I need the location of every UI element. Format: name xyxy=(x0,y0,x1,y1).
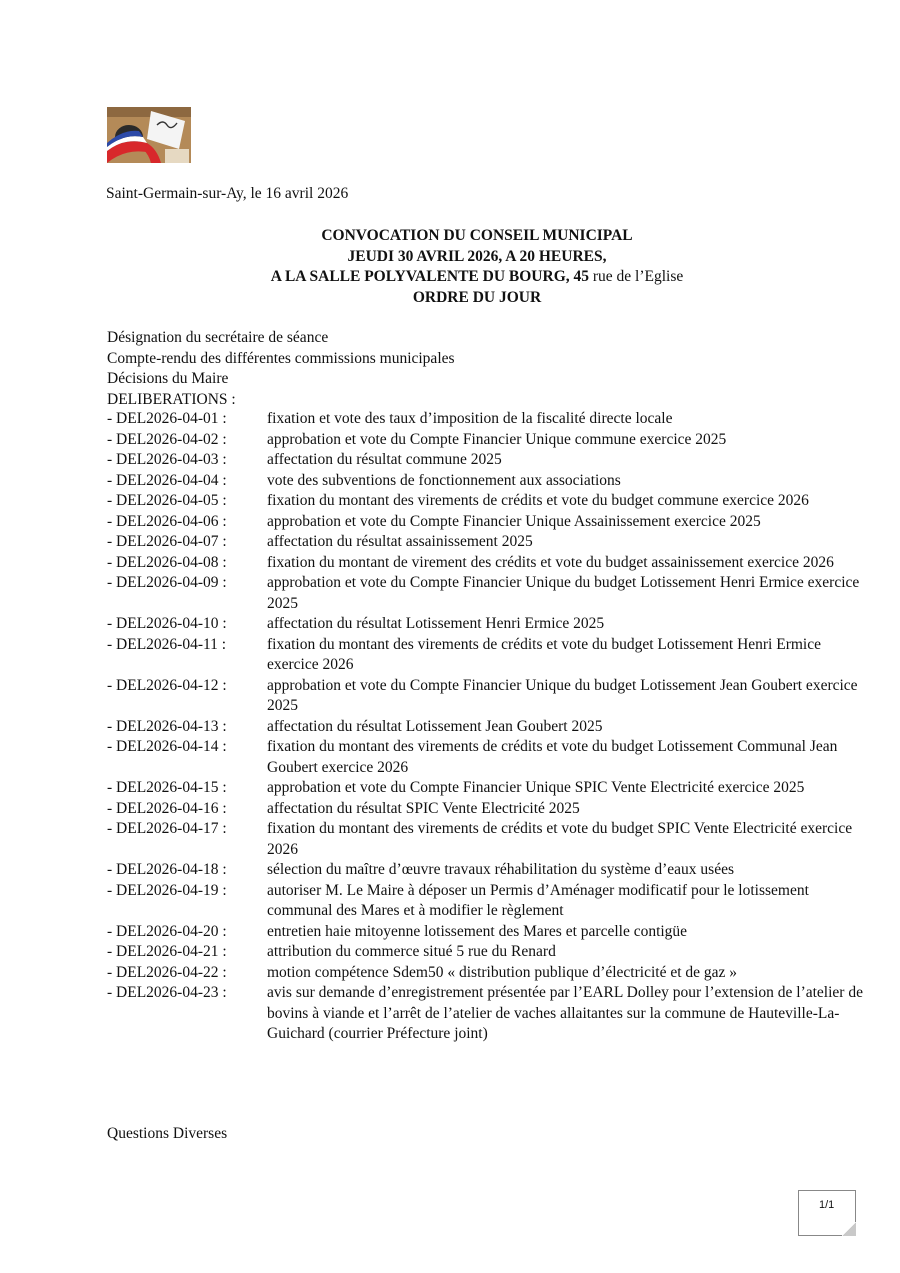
agenda-intro-list xyxy=(107,328,455,410)
deliberation-text: affectation du résultat assainissement 2025 xyxy=(267,533,533,550)
deliberation-item xyxy=(107,860,867,881)
agenda-intro-item: Décisions du Maire xyxy=(107,370,229,387)
deliberations-heading: DELIBERATIONS : xyxy=(107,390,236,408)
agenda-intro-item: Désignation du secrétaire de séance xyxy=(107,329,329,346)
deliberation-text: entretien haie mitoyenne lotissement des Mares et parcelle contigüe xyxy=(267,922,688,940)
deliberation-code: - DEL2026-04-10 : xyxy=(107,615,227,632)
convocation-title-block xyxy=(0,226,900,308)
deliberation-text: approbation et vote du Compte Financier Unique du budget Lotissement Jean Goubert exercice 2025 xyxy=(267,676,858,714)
questions-diverses: Questions Diverses xyxy=(107,1125,228,1142)
deliberation-code: - DEL2026-04-12 : xyxy=(107,676,227,694)
deliberation-code: - DEL2026-04-11 : xyxy=(107,635,227,653)
deliberation-code: - DEL2026-04-23 : xyxy=(107,984,227,1001)
deliberation-code: - DEL2026-04-15 : xyxy=(107,779,227,796)
deliberation-item xyxy=(107,471,867,492)
deliberation-item xyxy=(107,778,867,799)
deliberation-text: fixation du montant des virements de crédits et vote du budget commune exercice 2026 xyxy=(267,492,809,509)
meeting-location-bold: A LA SALLE POLYVALENTE DU BOURG, 45 xyxy=(270,268,589,285)
agenda-intro-item: Compte-rendu des différentes commissions municipales xyxy=(107,349,455,367)
deliberation-code: - DEL2026-04-06 : xyxy=(107,512,227,530)
deliberations-list xyxy=(107,409,867,1045)
deliberation-code: - DEL2026-04-13 : xyxy=(107,717,227,735)
deliberation-code: - DEL2026-04-16 : xyxy=(107,799,227,817)
deliberation-item xyxy=(107,573,867,614)
deliberation-code: - DEL2026-04-09 : xyxy=(107,574,227,591)
deliberation-item xyxy=(107,635,867,676)
deliberation-text: affectation du résultat Lotissement Jean Goubert 2025 xyxy=(267,717,603,735)
deliberation-code: - DEL2026-04-19 : xyxy=(107,881,227,899)
deliberation-item xyxy=(107,450,867,471)
deliberation-text: fixation et vote des taux d’imposition de la fiscalité directe locale xyxy=(267,410,673,427)
deliberation-item xyxy=(107,737,867,778)
deliberation-text: sélection du maître d’œuvre travaux réhabilitation du système d’eaux usées xyxy=(267,861,734,878)
deliberation-item xyxy=(107,819,867,860)
deliberation-text: vote des subventions de fonctionnement aux associations xyxy=(267,471,621,489)
deliberation-item xyxy=(107,553,867,574)
deliberation-item xyxy=(107,532,867,553)
deliberation-item xyxy=(107,799,867,820)
deliberation-text: affectation du résultat commune 2025 xyxy=(267,451,502,468)
deliberation-item xyxy=(107,676,867,717)
deliberation-text: approbation et vote du Compte Financier Unique commune exercice 2025 xyxy=(267,430,727,448)
deliberation-code: - DEL2026-04-07 : xyxy=(107,533,227,550)
deliberation-code: - DEL2026-04-08 : xyxy=(107,553,227,571)
deliberation-item xyxy=(107,614,867,635)
deliberation-text: approbation et vote du Compte Financier Unique SPIC Vente Electricité exercice 2025 xyxy=(267,779,805,796)
deliberation-code: - DEL2026-04-05 : xyxy=(107,492,227,509)
deliberation-code: - DEL2026-04-21 : xyxy=(107,943,227,960)
deliberation-item xyxy=(107,430,867,451)
deliberation-code: - DEL2026-04-22 : xyxy=(107,963,227,981)
deliberation-code: - DEL2026-04-17 : xyxy=(107,820,227,837)
deliberation-text: affectation du résultat SPIC Vente Electricité 2025 xyxy=(267,799,580,817)
municipal-sash-logo-icon xyxy=(107,107,191,163)
deliberation-text: fixation du montant des virements de crédits et vote du budget SPIC Vente Electricité exercice 2026 xyxy=(267,820,853,858)
deliberation-text: approbation et vote du Compte Financier Unique Assainissement exercice 2025 xyxy=(267,512,761,530)
meeting-location xyxy=(0,267,900,288)
page-corner-fold xyxy=(842,1222,856,1236)
page-number-box xyxy=(798,1190,856,1236)
deliberation-item xyxy=(107,717,867,738)
deliberation-text: avis sur demande d’enregistrement présentée par l’EARL Dolley pour l’extension de l’atelier de bovins à viande et l’arrêt de l’atelier de vaches allaitantes sur la commune de Hauteville-La-Guichard (courrier Préfecture joint) xyxy=(267,984,863,1042)
deliberation-text: fixation du montant des virements de crédits et vote du budget Lotissement Henri Ermice exercice 2026 xyxy=(267,635,821,673)
deliberation-text: autoriser M. Le Maire à déposer un Permis d’Aménager modificatif pour le lotissement communal des Mares et à modifier le règlement xyxy=(267,881,809,919)
meeting-date-time: JEUDI 30 AVRIL 2026, A 20 HEURES, xyxy=(347,247,607,265)
deliberation-code: - DEL2026-04-01 : xyxy=(107,410,227,427)
deliberation-code: - DEL2026-04-04 : xyxy=(107,471,227,489)
page-number: 1/1 xyxy=(819,1199,835,1211)
municipal-logo-image xyxy=(107,107,191,163)
deliberation-item xyxy=(107,491,867,512)
deliberation-item xyxy=(107,963,867,984)
deliberation-code: - DEL2026-04-14 : xyxy=(107,738,227,755)
deliberation-text: fixation du montant de virement des crédits et vote du budget assainissement exercice 2026 xyxy=(267,553,834,571)
place-and-date: Saint-Germain-sur-Ay, le 16 avril 2026 xyxy=(106,185,349,202)
meeting-location-street: rue de l’Eglise xyxy=(589,268,684,285)
agenda-heading: ORDRE DU JOUR xyxy=(412,288,542,306)
deliberation-text: attribution du commerce situé 5 rue du Renard xyxy=(267,943,556,960)
deliberation-code: - DEL2026-04-03 : xyxy=(107,451,227,468)
deliberation-code: - DEL2026-04-18 : xyxy=(107,861,227,878)
deliberation-item xyxy=(107,922,867,943)
convocation-title: CONVOCATION DU CONSEIL MUNICIPAL xyxy=(321,227,633,244)
deliberation-text: fixation du montant des virements de crédits et vote du budget Lotissement Communal Jean Goubert exercice 2026 xyxy=(267,738,838,776)
deliberation-item xyxy=(107,881,867,922)
deliberation-text: affectation du résultat Lotissement Henri Ermice 2025 xyxy=(267,615,605,632)
deliberation-item xyxy=(107,983,867,1045)
deliberation-text: motion compétence Sdem50 « distribution publique d’électricité et de gaz » xyxy=(267,963,738,981)
deliberation-code: - DEL2026-04-20 : xyxy=(107,922,227,940)
deliberation-text: approbation et vote du Compte Financier Unique du budget Lotissement Henri Ermice exercice 2025 xyxy=(267,574,860,612)
deliberation-item xyxy=(107,512,867,533)
deliberation-item xyxy=(107,409,867,430)
deliberation-code: - DEL2026-04-02 : xyxy=(107,430,227,448)
deliberation-item xyxy=(107,942,867,963)
